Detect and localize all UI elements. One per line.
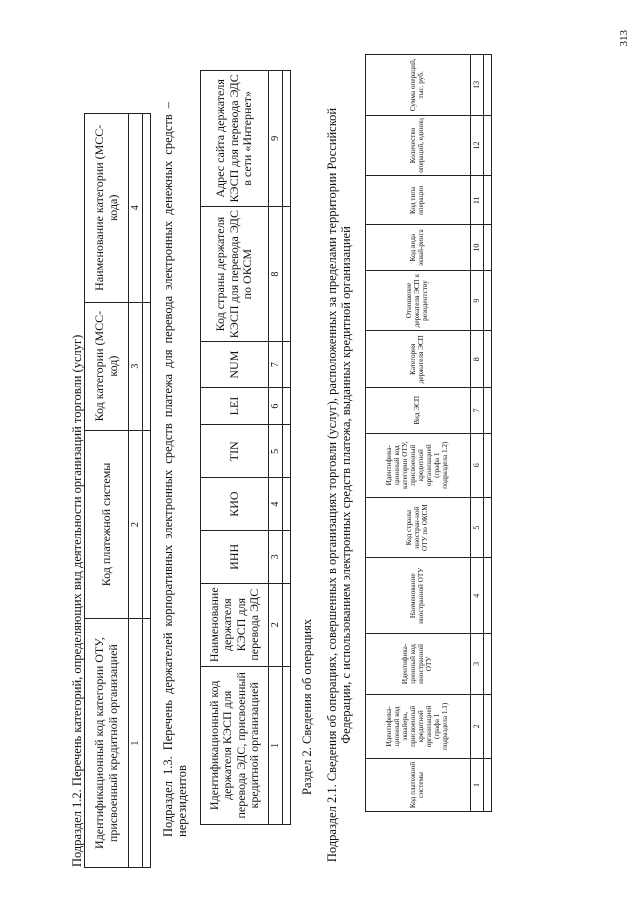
column-header: Идентифика-ционный код эквайера, присвоенный кредитной организацией (графа 1 подраздела 1.1) [366, 694, 471, 758]
column-header: Код платежной системы [366, 759, 471, 812]
column-header: Код категории (MCC-код) [85, 302, 129, 430]
column-number: 8 [269, 206, 283, 342]
column-number: 6 [269, 387, 283, 425]
column-header: Код страны иностран-ной ОТУ по ОКСМ [366, 497, 471, 558]
column-header: Вид ЭСП [366, 388, 471, 433]
column-number: 9 [269, 71, 283, 207]
table-header-row [85, 114, 129, 868]
column-header: Идентифика-ционный код категории ОТУ, присвоенный кредитной организацией (графа 1 подраздела 1.2) [366, 433, 471, 497]
column-header: Отношение держателя ЭСП к резидентству [366, 270, 471, 331]
table-header-row [201, 71, 269, 825]
column-number-row [471, 55, 484, 812]
column-number: 7 [269, 342, 283, 387]
column-number: 4 [269, 478, 283, 531]
table-header-row [366, 55, 471, 812]
column-number: 9 [471, 270, 484, 331]
column-number: 6 [471, 433, 484, 497]
column-number: 2 [471, 694, 484, 758]
subsection-1-3-heading: Подраздел 1.3. Перечень держателей корпоративных электронных средств платежа для перевода электронных денежных средств – нерезидентов [161, 102, 190, 837]
column-header: Код вида эквай-ринга [366, 225, 471, 270]
column-header: Идентификационный код категории ОТУ, присвоенный кредитной организацией [85, 619, 129, 868]
column-header: Адрес сайта держателя КЭСП для перевода ЭДС в сети «Интернет» [201, 71, 269, 207]
column-number: 3 [471, 634, 484, 695]
column-number: 3 [269, 530, 283, 583]
column-header: Наименование держателя КЭСП для перевода ЭДС [201, 583, 269, 666]
column-header: Идентифика-ционный код иностранной ОТУ [366, 634, 471, 695]
column-number: 5 [269, 425, 283, 478]
table-row [143, 114, 151, 868]
table-subsection-2-1 [365, 54, 492, 812]
column-number: 1 [129, 619, 143, 868]
column-number: 2 [129, 430, 143, 619]
table-subsection-1-2 [84, 113, 151, 868]
column-header: Сумма операций, тыс. руб. [366, 55, 471, 116]
page-number: 313 [618, 30, 630, 47]
column-number: 12 [471, 115, 484, 176]
column-header: Код платежной системы [85, 430, 129, 619]
table-row [484, 55, 492, 812]
column-header: Наименование категории (MCC-кода) [85, 114, 129, 303]
column-number: 7 [471, 388, 484, 433]
column-header: Идентификационный код держателя КЭСП для перевода ЭДС, присвоенный кредитной организацией [201, 666, 269, 824]
column-header: Наименование иностранной ОТУ [366, 558, 471, 634]
column-number: 4 [471, 558, 484, 634]
column-number: 10 [471, 225, 484, 270]
column-number: 5 [471, 497, 484, 558]
column-number: 11 [471, 176, 484, 225]
column-number: 1 [269, 666, 283, 824]
column-number-row [269, 71, 283, 825]
column-header: КИО [201, 478, 269, 531]
column-header: TIN [201, 425, 269, 478]
column-header: Код типа операции [366, 176, 471, 225]
column-number: 2 [269, 583, 283, 666]
column-header: Количество операций, единиц [366, 115, 471, 176]
column-number: 8 [471, 331, 484, 388]
column-number: 4 [129, 114, 143, 303]
column-header: Код страны держателя КЭСП для перевода ЭДС по ОКСМ [201, 206, 269, 342]
table-subsection-1-3 [200, 70, 291, 825]
column-number: 3 [129, 302, 143, 430]
column-number-row [129, 114, 143, 868]
column-header: ИНН [201, 530, 269, 583]
column-header: LEI [201, 387, 269, 425]
column-header: NUM [201, 342, 269, 387]
section-2-heading: Раздел 2. Сведения об операциях [300, 618, 314, 795]
table-row [283, 71, 291, 825]
column-header: Категория держателя ЭСП [366, 331, 471, 388]
subsection-1-2-heading: Подраздел 1.2. Перечень категорий, определяющих вид деятельности организаций торговли (услуг) [70, 334, 84, 867]
subsection-2-1-heading: Подраздел 2.1. Сведения об операциях, совершенных в организациях торговли (услуг), расположенных за пределами территории Российской Федерации, с использованием электронных средств платежа, выданных кредитной организацией [325, 107, 354, 863]
column-number: 13 [471, 55, 484, 116]
column-number: 1 [471, 759, 484, 812]
